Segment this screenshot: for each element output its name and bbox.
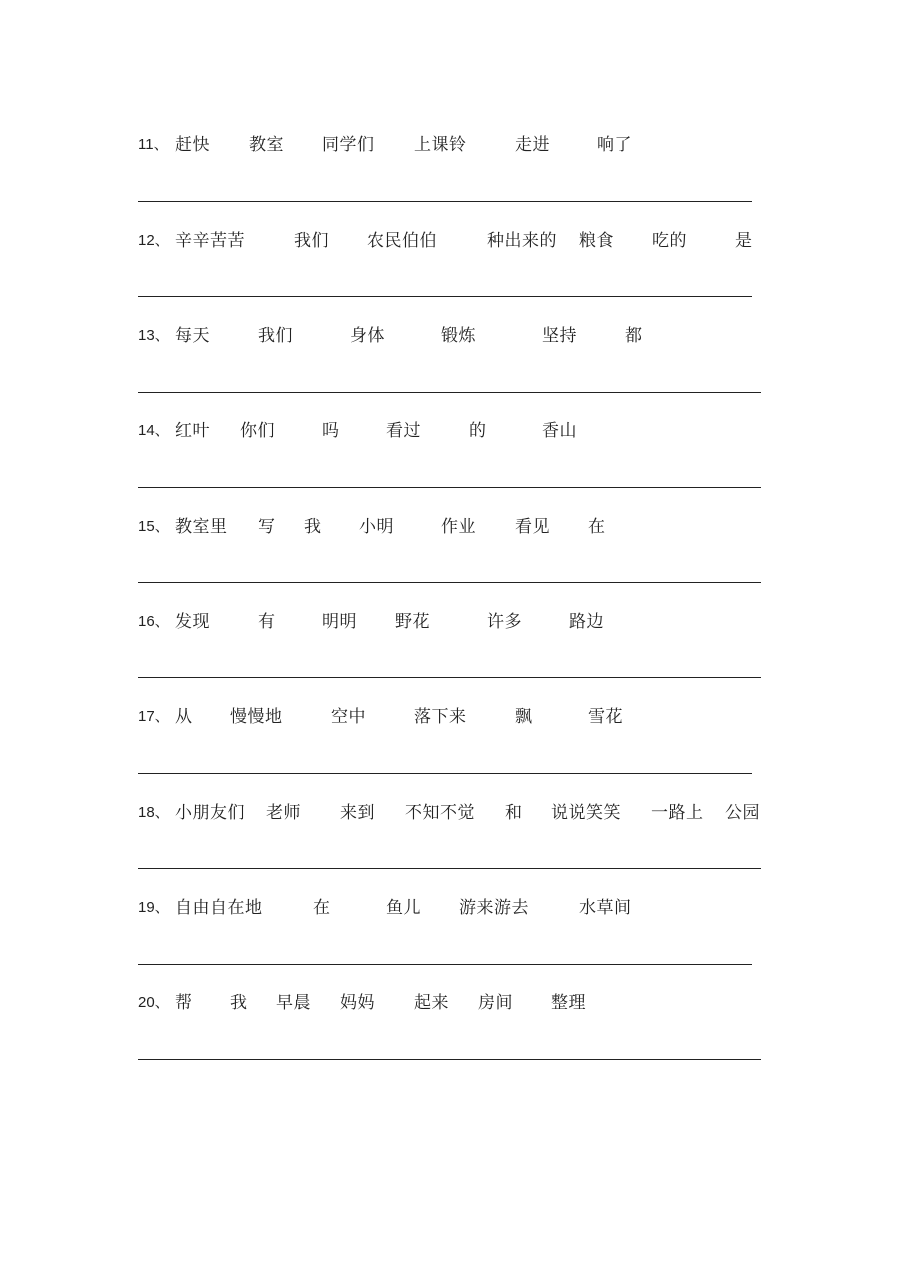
word: 起来	[414, 993, 449, 1013]
word: 写	[258, 517, 276, 537]
answer-line[interactable]	[138, 677, 761, 678]
word: 一路上	[651, 803, 704, 823]
word: 你们	[240, 421, 275, 441]
word: 飘	[515, 707, 533, 727]
word: 我	[230, 993, 248, 1013]
word: 路边	[569, 612, 604, 632]
word: 帮	[175, 993, 193, 1013]
answer-line[interactable]	[138, 487, 761, 488]
word: 粮食	[579, 231, 614, 251]
word: 赶快	[175, 135, 210, 155]
answer-line[interactable]	[138, 296, 752, 297]
answer-line[interactable]	[138, 582, 761, 583]
question-number: 20、	[138, 994, 170, 1011]
word: 走进	[515, 135, 550, 155]
word: 老师	[266, 803, 301, 823]
word: 我们	[294, 231, 329, 251]
word: 在	[313, 898, 331, 918]
question-number: 19、	[138, 899, 170, 916]
word: 在	[588, 517, 606, 537]
answer-line[interactable]	[138, 868, 761, 869]
word: 从	[175, 707, 193, 727]
question-number: 12、	[138, 232, 170, 249]
word: 有	[258, 612, 276, 632]
word: 种出来的	[487, 231, 557, 251]
word: 说说笑笑	[551, 803, 621, 823]
word: 农民伯伯	[367, 231, 437, 251]
word: 小明	[359, 517, 394, 537]
question-number: 13、	[138, 327, 170, 344]
question-number: 18、	[138, 804, 170, 821]
word: 每天	[175, 326, 210, 346]
word: 响了	[597, 135, 632, 155]
question-number: 11、	[138, 136, 169, 153]
word: 坚持	[542, 326, 577, 346]
word: 的	[469, 421, 487, 441]
answer-line[interactable]	[138, 964, 752, 965]
word: 辛辛苦苦	[175, 231, 245, 251]
word: 吗	[322, 421, 340, 441]
word: 我们	[258, 326, 293, 346]
word: 鱼儿	[386, 898, 421, 918]
answer-line[interactable]	[138, 392, 761, 393]
word: 水草间	[579, 898, 632, 918]
word: 红叶	[175, 421, 210, 441]
word: 香山	[542, 421, 577, 441]
word: 游来游去	[459, 898, 529, 918]
word: 我	[304, 517, 322, 537]
word: 慢慢地	[230, 707, 283, 727]
word: 妈妈	[340, 993, 375, 1013]
word: 公园	[725, 803, 760, 823]
word: 来到	[340, 803, 375, 823]
word: 看过	[386, 421, 421, 441]
word: 野花	[395, 612, 430, 632]
question-number: 16、	[138, 613, 170, 630]
word: 小朋友们	[175, 803, 245, 823]
word: 雪花	[588, 707, 623, 727]
word: 作业	[441, 517, 476, 537]
word: 发现	[175, 612, 210, 632]
word: 吃的	[652, 231, 687, 251]
question-number: 15、	[138, 518, 170, 535]
word: 看见	[515, 517, 550, 537]
answer-line[interactable]	[138, 201, 752, 202]
answer-line[interactable]	[138, 1059, 761, 1060]
word: 身体	[350, 326, 385, 346]
word: 和	[505, 803, 523, 823]
word: 教室里	[175, 517, 228, 537]
word: 整理	[551, 993, 586, 1013]
word: 空中	[331, 707, 366, 727]
word: 落下来	[414, 707, 467, 727]
word: 教室	[249, 135, 284, 155]
word: 自由自在地	[175, 898, 263, 918]
word: 房间	[478, 993, 513, 1013]
word: 锻炼	[441, 326, 476, 346]
question-number: 17、	[138, 708, 170, 725]
word: 明明	[322, 612, 357, 632]
answer-line[interactable]	[138, 773, 752, 774]
word: 同学们	[322, 135, 375, 155]
word: 早晨	[276, 993, 311, 1013]
word: 上课铃	[414, 135, 467, 155]
word: 是	[735, 231, 753, 251]
question-number: 14、	[138, 422, 170, 439]
word: 不知不觉	[405, 803, 475, 823]
word: 都	[625, 326, 643, 346]
word: 许多	[487, 612, 522, 632]
